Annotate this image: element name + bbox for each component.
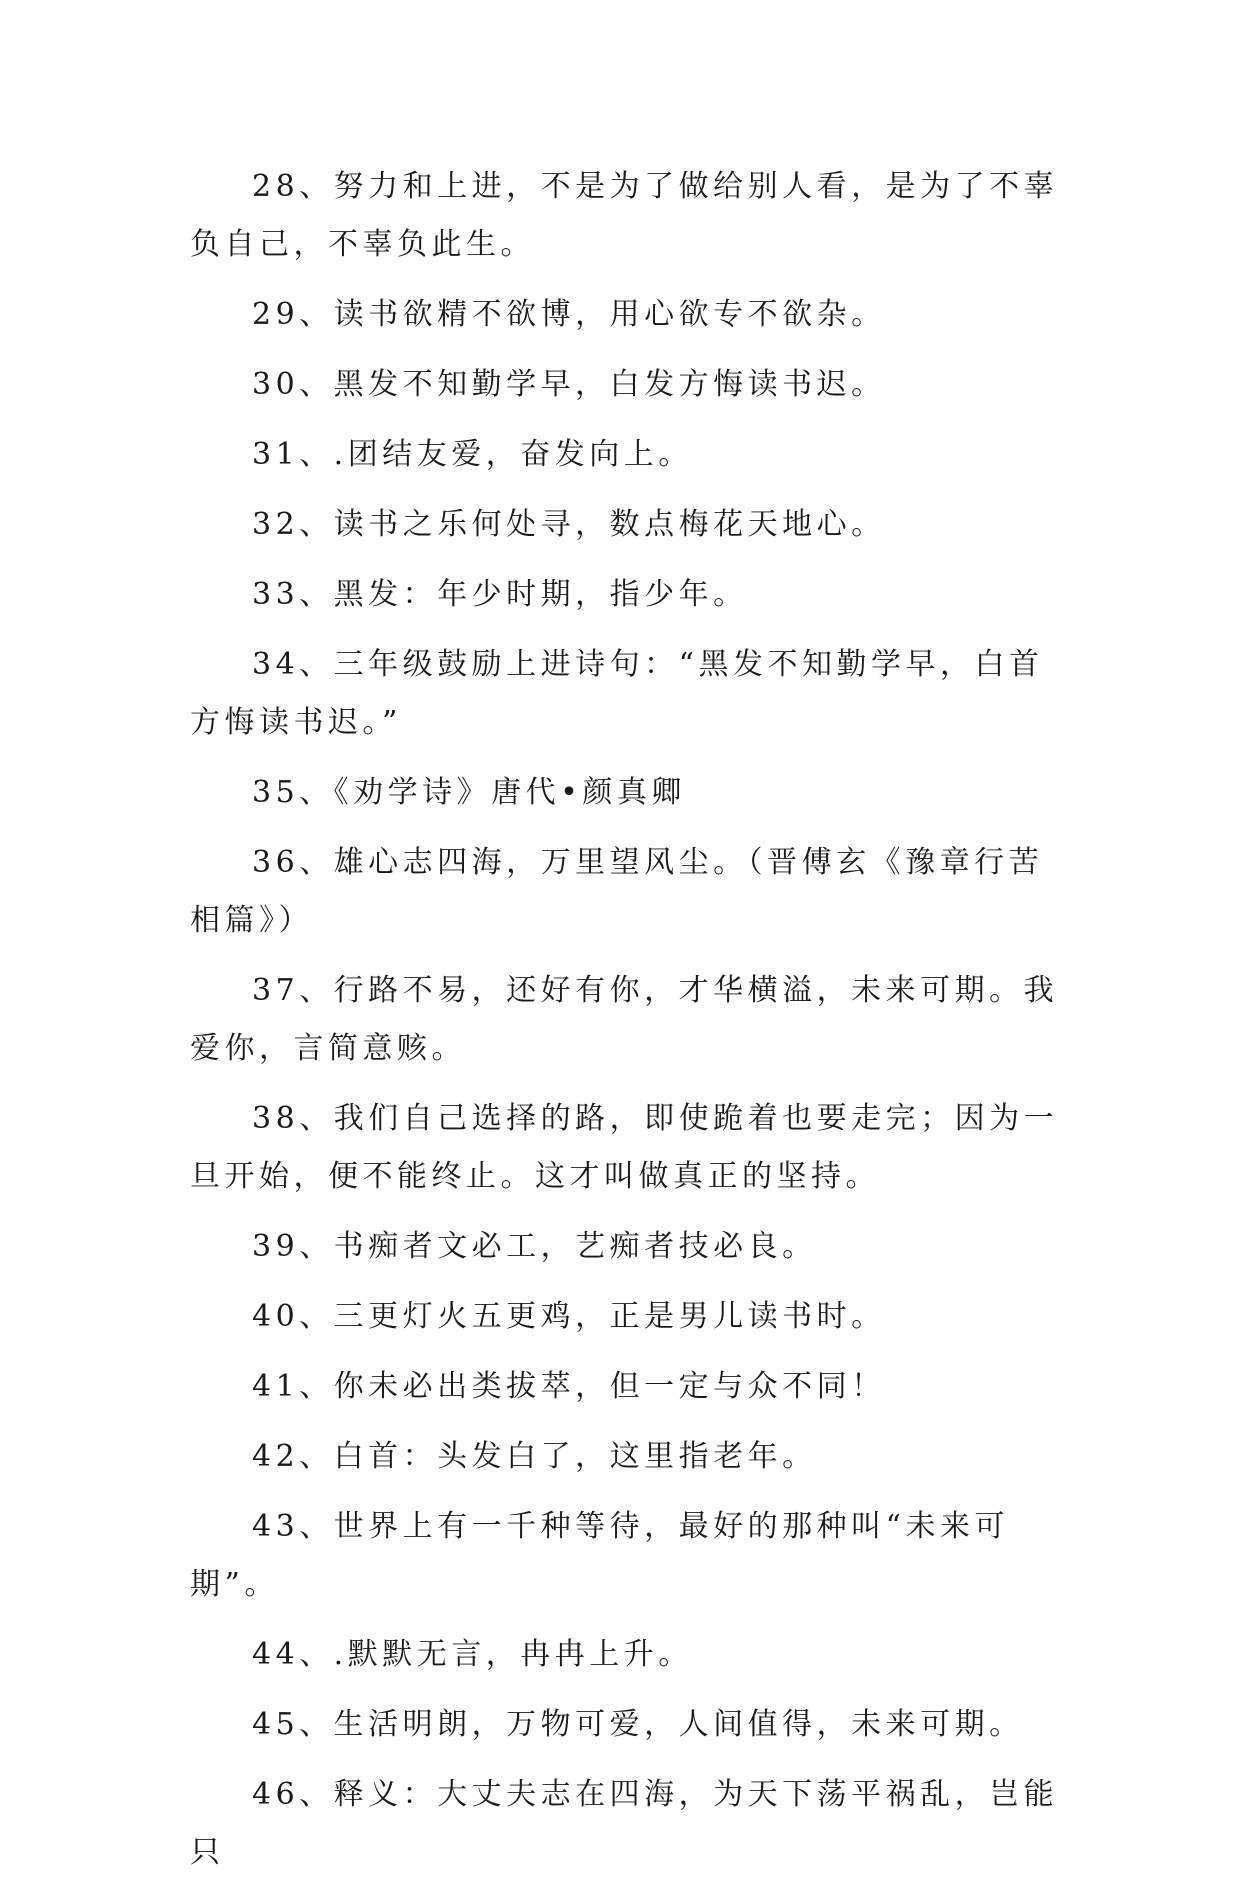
paragraph-30: 30、黑发不知勤学早，白发方悔读书迟。: [252, 367, 886, 402]
paragraph-44: 44、.默默无言，冉冉上升。: [252, 1637, 693, 1672]
paragraph-28: 28、努力和上进，不是为了做给别人看，是为了不辜负自己，不辜负此生。: [190, 169, 1059, 262]
paragraph-46: 46、释义：大丈夫志在四海，为天下荡平祸乱，岂能只: [190, 1777, 1059, 1870]
paragraph-38: 38、我们自己选择的路，即使跪着也要走完；因为一旦开始，便不能终止。这才叫做真正的坚持。: [190, 1101, 1059, 1194]
paragraph-32: 32、读书之乐何处寻，数点梅花天地心。: [252, 507, 886, 542]
paragraph-34: 34、三年级鼓励上进诗句：“黑发不知勤学早，白首方悔读书迟。”: [190, 647, 1044, 740]
document-body: [190, 158, 1060, 1894]
paragraph-40: 40、三更灯火五更鸡，正是男儿读书时。: [252, 1299, 886, 1334]
paragraph-37: 37、行路不易，还好有你，才华横溢，未来可期。我爱你，言简意赅。: [190, 973, 1059, 1066]
paragraph-31: 31、.团结友爱，奋发向上。: [252, 437, 693, 472]
paragraph-36: 36、雄心志四海，万里望风尘。（晋傅玄《豫章行苦相篇》）: [190, 845, 1044, 938]
paragraph-29: 29、读书欲精不欲博，用心欲专不欲杂。: [252, 297, 886, 332]
paragraph-42: 42、白首：头发白了，这里指老年。: [252, 1439, 817, 1474]
paragraph-33: 33、黑发：年少时期，指少年。: [252, 577, 748, 612]
paragraph-43: 43、世界上有一千种等待，最好的那种叫“未来可期”。: [190, 1509, 1010, 1602]
paragraph-39: 39、书痴者文必工，艺痴者技必良。: [252, 1229, 817, 1264]
paragraph-35: 35、《劝学诗》唐代•颜真卿: [252, 775, 686, 810]
paragraph-41: 41、你未必出类拔萃，但一定与众不同！: [252, 1369, 886, 1404]
paragraph-45: 45、生活明朗，万物可爱，人间值得，未来可期。: [252, 1707, 1024, 1742]
